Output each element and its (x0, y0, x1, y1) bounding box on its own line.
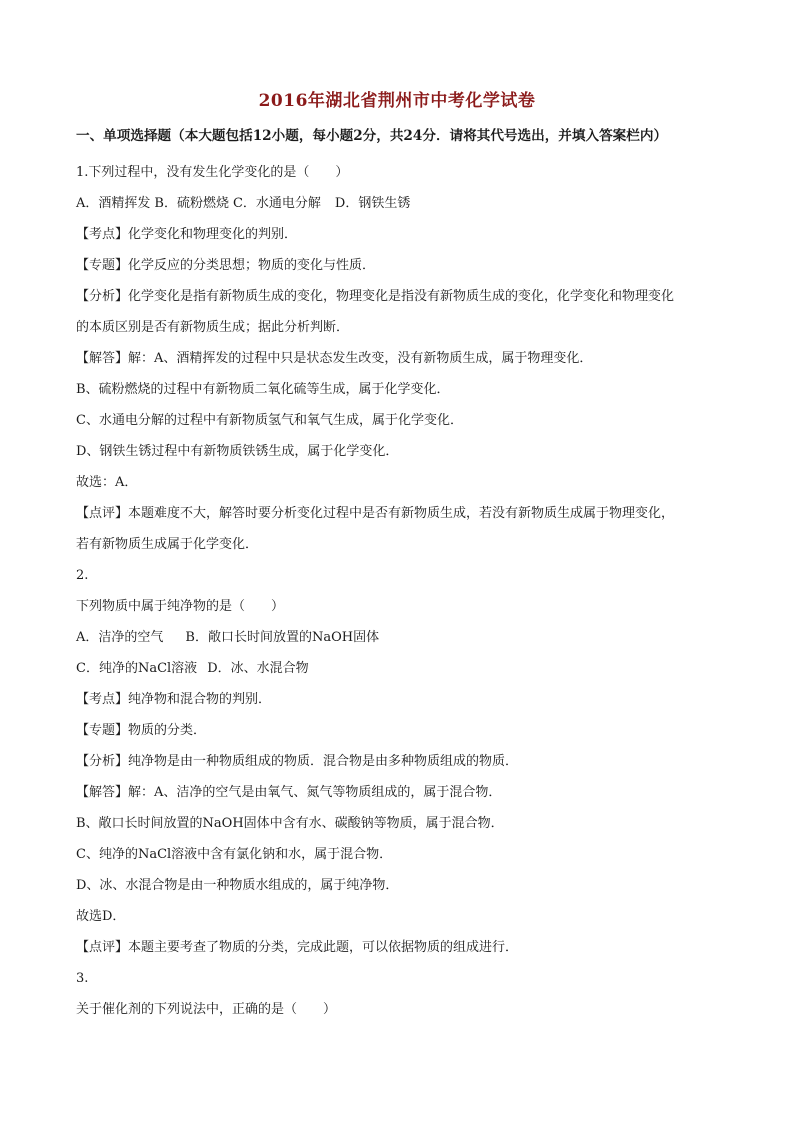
q2-fenxi: 【分析】纯净物是由一种物质组成的物质．混合物是由多种物质组成的物质． (76, 754, 519, 769)
q2-option-c: C．纯净的NaCl溶液 (76, 661, 198, 676)
q2-jieda-line3: C、纯净的NaCl溶液中含有氯化钠和水，属于混合物． (76, 847, 393, 862)
q2-zhuanti: 【专题】物质的分类． (76, 723, 207, 738)
q1-jieda-line2: B、硫粉燃烧的过程中有新物质二氧化硫等生成，属于化学变化． (76, 382, 450, 397)
q2-options-row1 (76, 627, 726, 658)
q2-option-b: B．敞口长时间放置的NaOH固体 (185, 630, 380, 645)
q1-option-a: A．酒精挥发 (76, 196, 151, 211)
q1-answer: 故选：A． (76, 475, 138, 490)
q1-option-d: D．钢铁生锈 (334, 196, 411, 211)
q2-kaodian: 【考点】纯净物和混合物的判别． (76, 692, 272, 707)
q1-jieda-line4: D、钢铁生锈过程中有新物质铁锈生成，属于化学变化． (76, 444, 399, 459)
q1-option-b: B．硫粉燃烧 (154, 196, 229, 211)
q1-jieda-line3: C、水通电分解的过程中有新物质氢气和氧气生成，属于化学变化． (76, 413, 463, 428)
q1-kaodian: 【考点】化学变化和物理变化的判别． (76, 227, 298, 242)
q2-option-d: D．冰、水混合物 (207, 661, 309, 676)
q2-option-a: A．洁净的空气 (76, 630, 164, 645)
q1-option-c: C．水通电分解 (232, 196, 321, 211)
q2-stem: 下列物质中属于纯净物的是（ ） (76, 599, 285, 614)
q2-dianping: 【点评】本题主要考查了物质的分类，完成此题，可以依据物质的组成进行． (76, 940, 519, 955)
q2-options-row2 (76, 658, 726, 689)
question-body (76, 162, 726, 1030)
exam-title: 2016年湖北省荆州市中考化学试卷 (258, 91, 536, 111)
q1-fenxi-line2: 的本质区别是否有新物质生成；据此分析判断． (76, 320, 350, 335)
q1-fenxi-line1: 【分析】化学变化是指有新物质生成的变化，物理变化是指没有新物质生成的变化，化学变化和物理变化 (76, 289, 675, 304)
section-heading: 一、单项选择题（本大题包括12小题，每小题2分，共24分．请将其代号选出，并填入答案栏内） (76, 128, 668, 144)
q1-stem: 1.下列过程中，没有发生化学变化的是（ ） (76, 165, 349, 180)
q1-options (76, 193, 726, 224)
q1-zhuanti: 【专题】化学反应的分类思想；物质的变化与性质． (76, 258, 376, 273)
q2-jieda-line4: D、冰、水混合物是由一种物质水组成的，属于纯净物． (76, 878, 399, 893)
q1-dianping-line1: 【点评】本题难度不大，解答时要分析变化过程中是否有新物质生成，若没有新物质生成属于物理变化， (76, 506, 675, 521)
q2-jieda-line1: 【解答】解：A、洁净的空气是由氧气、氮气等物质组成的，属于混合物． (76, 785, 502, 800)
q3-number: 3. (76, 971, 89, 986)
q2-jieda-line2: B、敞口长时间放置的NaOH固体中含有水、碳酸钠等物质，属于混合物． (76, 816, 504, 831)
q3-stem: 关于催化剂的下列说法中，正确的是（ ） (76, 1002, 337, 1017)
q1-jieda-line1: 【解答】解：A、酒精挥发的过程中只是状态发生改变，没有新物质生成，属于物理变化． (76, 351, 593, 366)
q2-number: 2. (76, 568, 89, 583)
q2-answer: 故选D． (76, 909, 126, 924)
q1-dianping-line2: 若有新物质生成属于化学变化． (76, 537, 259, 552)
